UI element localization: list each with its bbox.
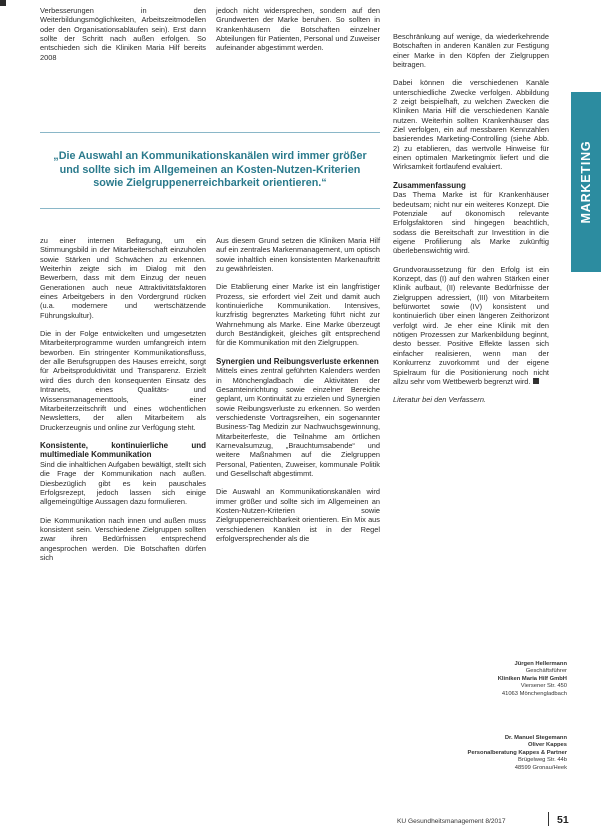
paragraph: Die Auswahl an Kommunikationskanälen wird immer größer und sollte sich im Allgemeinen an Kosten-Nutzen-Kriterien sowie Zielgruppenerreichbarkeit orientieren. Ein Mix aus verschiedenen Kanälen ist in der Regel erfolgversprechender als die xyxy=(216,487,380,544)
page-corner-mark xyxy=(0,0,6,6)
paragraph: Beschränkung auf wenige, da wiederkehrende Botschaften in anderen Kanälen zur Festigung einer Marke in den Köpfen der Zielgruppen beitragen. xyxy=(393,32,549,70)
footer-divider xyxy=(548,812,549,826)
author-name: Jürgen Hellermann xyxy=(514,661,567,667)
author-organization: Kliniken Maria Hilf GmbH xyxy=(497,675,567,682)
column-1-top xyxy=(40,6,206,71)
pull-quote-text: „Die Auswahl an Kommunikationskanälen wird immer größer und sollte sich im Allgemeinen an Kosten-Nutzen-Kriterien sowie Zielgruppenerreichbarkeit orientieren.“ xyxy=(53,150,367,190)
column-2 xyxy=(216,236,380,552)
column-3 xyxy=(393,32,549,414)
author-street: Brügelweg Str. 44b xyxy=(518,757,567,764)
author-signature-1 xyxy=(498,661,567,698)
paragraph: Die Kommunikation nach innen und außen muss konsistent sein. Verschiedene Zielgruppen sollten zwar ihren Bedürfnissen entsprechend angesprochen werden. Die Botschaften dürfen sich xyxy=(40,515,206,562)
end-of-article-mark xyxy=(533,378,539,384)
section-heading: Zusammenfassung xyxy=(393,180,466,190)
paragraph: Mittels eines zentral geführten Kalenders werden in Mönchengladbach die Aktivitäten der Gesamteinrichtung sowie einzelner Bereiche geplant, um Kontinuität zu erzielen und Synergien sowie Reibungsverluste zu erkennen. So werden verschiedenste Vortragsreihen, ein sogenannter Business-Tag Medizin zur Nachwuchsgewinnung, Mitarbeiterfeste, die Teilnahme am örtlichen Karnevalsumzug, „Brauchtumsabende“ und weitere Maßnahmen auf die Zielgruppen Personal, Patienten, Zuweiser, kommunale Politik und Gesellschaft abgestimmt. xyxy=(216,366,380,479)
paragraph: zu einer internen Befragung, um ein Stimmungsbild in der Mitarbeiterschaft einzuholen sowie Stärken und Schwächen zu erkennen. Weiterhin zeigte sich im Dialog mit den Bewerbern, dass mit dem Einzug der neuen Generationen auch neue Attraktivitätsfaktoren eines Arbeitgebers in den Vordergrund rücken (u.a. modernere und wertschätzende Führungskultur). xyxy=(40,236,206,320)
pull-quote xyxy=(40,132,380,209)
author-city: 41063 Mönchengladbach xyxy=(501,690,567,697)
paragraph: Die Etablierung einer Marke ist ein langfristiger Prozess, sie erfordert viel Zeit und damit auch kontinuierliche Kommunikation. Intensives, kurzfristig begrenztes Marketing führt nicht zur Wahrnehmung als Marke. Eine Marke überzeugt durch Beständigkeit, gleiches gilt entsprechend für die Kommunikation mit den Zielgruppen. xyxy=(216,282,380,348)
paragraph: Die in der Folge entwickelten und umgesetzten Mitarbeiterprogramme wurden umfangreich intern beworben. Ein stringenter Kommunikationsfluss, der alle Berufsgruppen des Hauses erreicht, sorgt für Arbeitsproduktivität und Transparenz. Erzielt wird dies durch den konsequenten Einsatz des Intranets, eines Qualitäts- und Wissensmanagementtools, einer Mitarbeiterzeitschrift und eines wöchentlichen Newsletters, der allen Mitarbeitern als Druckerzeugnis und online zur Verfügung steht. xyxy=(40,329,206,432)
page-number: 51 xyxy=(557,814,569,826)
section-heading: Konsistente, kontinuierliche und multimediale Kommunikation xyxy=(40,440,206,460)
paragraph: Aus diesem Grund setzen die Kliniken Maria Hilf auf ein zentrales Markenmanagement, um optisch sowie inhaltlich einen konsistenten Markenauftritt zu gewährleisten. xyxy=(216,236,380,274)
author-role: Geschäftsführer xyxy=(525,668,567,675)
section-heading: Synergien und Reibungsverluste erkennen xyxy=(216,356,379,366)
paragraph xyxy=(393,265,549,386)
column-1 xyxy=(40,236,206,571)
paragraph: Verbesserungen in den Weiterbildungsmöglichkeiten, Arbeitszeitmodellen oder den Organisationsabläufen sein). Erst dann sollte der Schritt nach außen erfolgen. So entschieden sich die Kliniken Maria Hilf bereits 2008 xyxy=(40,6,206,62)
author-name: Oliver Kappes xyxy=(528,742,567,749)
footer-publication: KU Gesundheitsmanagement 8/2017 xyxy=(397,818,506,825)
paragraph: Dabei können die verschiedenen Kanäle unterschiedliche Zwecke verfolgen. Abbildung 2 zeigt beispielhaft, zu welchen Zwecken die Kliniken Maria Hilf die verschiedenen Kanäle nutzen. Weiterhin sollten Krankenhäuser das Ziel verfolgen, ein auf messbaren Kennzahlen basierendes Marketing-Controlling (siehe Abb. 2) zu etablieren, das wertvolle Hinweise für einen optimalen Marketingmix liefert und die Wirksamkeit fortlaufend evaluiert. xyxy=(393,78,549,172)
section-tab xyxy=(571,92,601,272)
paragraph: Sind die inhaltlichen Aufgaben bewältigt, stellt sich die Frage der Kommunikation nach außen. Diesbezüglich gibt es kein pauschales Erfolgsrezept, jedoch lassen sich einige allgemeingültige Aussagen dazu formulieren. xyxy=(40,459,206,507)
literature-note: Literatur bei den Verfassern. xyxy=(393,395,486,405)
author-city: 48599 Gronau/Heek xyxy=(514,764,567,771)
author-street: Viersener Str. 450 xyxy=(520,683,567,690)
paragraph: jedoch nicht widersprechen, sondern auf den Grundwerten der Marke beruhen. So sollten in Krankenhäusern die Botschaften einzelner Abteilungen für Patienten, Personal und Zuweiser aufeinander abgestimmt werden. xyxy=(216,6,380,53)
section-tab-label: MARKETING xyxy=(579,140,593,224)
paragraph: Das Thema Marke ist für Krankenhäuser bedeutsam; nicht nur ein weiteres Konzept. Die Potenziale auf ökonomisch relevante Erfolgsfaktoren sind hingegen beachtlich, sodass die Bereitschaft zur Investition in die eigene Profilierung als Marke zukünftig überlebenswichtig wird. xyxy=(393,190,549,256)
author-name: Dr. Manuel Stegemann xyxy=(504,735,567,741)
paragraph-text: Grundvoraussetzung für den Erfolg ist ein Konzept, das (I) auf den wahren Stärken einer Klinik aufbaut, (II) relevante Bedürfnisse der Zielgruppen adressiert, (III) von Mitarbeitern befürwortet sowie (IV) konsistent und kontinuierlich über einen längeren Zeithorizont verfolgt wird. Je eher eine Klinik mit den nötigen Prozessen zur Markenbildung beginnt, desto besser. Positive Effekte lassen sich einfacher realisieren, wenn man der Konkurrenz zuvorkommt und der eigene Spielraum für die Positionierung noch nicht allzu sehr vom Wettbewerb begrenzt wird. xyxy=(393,264,549,386)
author-signature-2 xyxy=(467,735,567,772)
author-organization: Personalberatung Kappes & Partner xyxy=(467,749,567,756)
column-2-top xyxy=(216,6,380,62)
